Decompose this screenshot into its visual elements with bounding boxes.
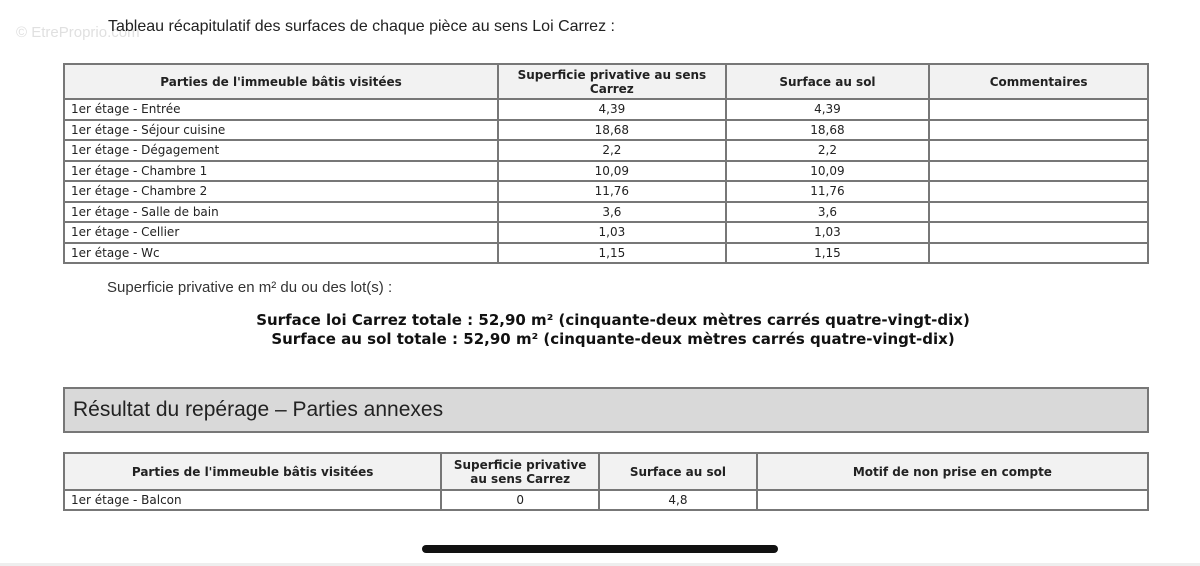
cell-comment — [929, 243, 1148, 264]
cell-carrez: 4,39 — [498, 99, 726, 120]
table-row — [64, 243, 1148, 264]
table-header-row — [64, 64, 1148, 99]
cell-sol: 11,76 — [726, 181, 930, 202]
cell-sol: 1,03 — [726, 222, 930, 243]
cell-carrez: 1,15 — [498, 243, 726, 264]
cell-comment — [929, 120, 1148, 141]
table-row — [64, 120, 1148, 141]
cell-piece: 1er étage - Balcon — [64, 490, 441, 510]
cell-comment — [929, 99, 1148, 120]
table-row — [64, 490, 1148, 510]
cell-carrez: 18,68 — [498, 120, 726, 141]
section-header — [63, 387, 1149, 433]
header-sol: Surface au sol — [726, 64, 930, 99]
cell-comment — [929, 222, 1148, 243]
cell-piece: 1er étage - Wc — [64, 243, 498, 264]
cell-piece: 1er étage - Salle de bain — [64, 202, 498, 223]
intro-text: Tableau récapitulatif des surfaces de chaque pièce au sens Loi Carrez : — [108, 18, 615, 35]
table-row — [64, 222, 1148, 243]
section-title: Résultat du repérage – Parties annexes — [73, 398, 444, 421]
header-parties: Parties de l'immeuble bâtis visitées — [64, 453, 441, 490]
cell-carrez: 10,09 — [498, 161, 726, 182]
cell-sol: 4,8 — [599, 490, 757, 510]
cell-sol: 4,39 — [726, 99, 930, 120]
cell-motif — [757, 490, 1148, 510]
cell-comment — [929, 161, 1148, 182]
cell-sol: 1,15 — [726, 243, 930, 264]
total-carrez: Surface loi Carrez totale : 52,90 m² (cinquante-deux mètres carrés quatre-vingt-dix) — [256, 311, 970, 329]
header-sol: Surface au sol — [599, 453, 757, 490]
cell-comment — [929, 140, 1148, 161]
header-carrez: Superficie privative au sens Carrez — [498, 64, 726, 99]
cell-sol: 18,68 — [726, 120, 930, 141]
cell-comment — [929, 181, 1148, 202]
annexes-table — [63, 452, 1149, 511]
table-row — [64, 99, 1148, 120]
total-sol: Surface au sol totale : 52,90 m² (cinquante-deux mètres carrés quatre-vingt-dix) — [271, 330, 955, 348]
header-carrez: Superficie privative au sens Carrez — [441, 453, 599, 490]
table-row — [64, 161, 1148, 182]
cell-piece: 1er étage - Entrée — [64, 99, 498, 120]
cell-comment — [929, 202, 1148, 223]
table-row — [64, 202, 1148, 223]
cell-carrez: 0 — [441, 490, 599, 510]
cell-carrez: 1,03 — [498, 222, 726, 243]
header-motif: Motif de non prise en compte — [757, 453, 1148, 490]
lots-label: Superficie privative en m² du ou des lot(s) : — [107, 279, 393, 296]
header-commentaires: Commentaires — [929, 64, 1148, 99]
watermark: © EtreProprio.com — [16, 24, 140, 41]
cell-piece: 1er étage - Dégagement — [64, 140, 498, 161]
cell-piece: 1er étage - Séjour cuisine — [64, 120, 498, 141]
table-row — [64, 181, 1148, 202]
cell-carrez: 11,76 — [498, 181, 726, 202]
cell-carrez: 3,6 — [498, 202, 726, 223]
cell-piece: 1er étage - Chambre 1 — [64, 161, 498, 182]
home-indicator-bar[interactable] — [422, 545, 778, 553]
cell-sol: 3,6 — [726, 202, 930, 223]
table-row — [64, 140, 1148, 161]
totals-block — [0, 311, 1200, 349]
cell-piece: 1er étage - Chambre 2 — [64, 181, 498, 202]
cell-sol: 2,2 — [726, 140, 930, 161]
cell-piece: 1er étage - Cellier — [64, 222, 498, 243]
header-parties: Parties de l'immeuble bâtis visitées — [64, 64, 498, 99]
cell-carrez: 2,2 — [498, 140, 726, 161]
table-header-row — [64, 453, 1148, 490]
carrez-summary-table — [63, 63, 1149, 264]
cell-sol: 10,09 — [726, 161, 930, 182]
